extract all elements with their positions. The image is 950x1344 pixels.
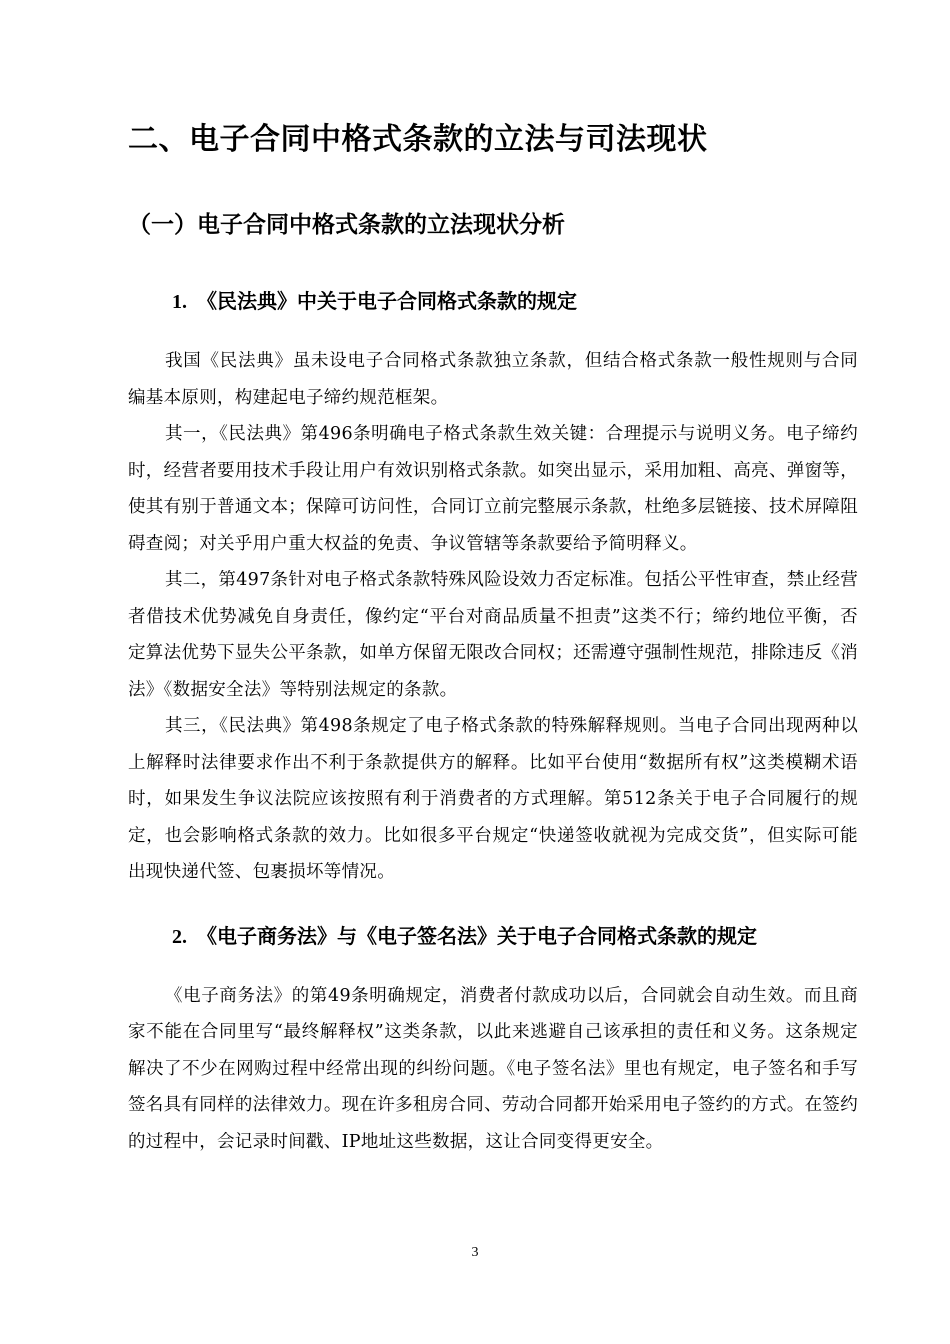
page-number: 3 — [471, 1245, 479, 1260]
chapter-title: 二、电子合同中格式条款的立法与司法现状 — [128, 122, 708, 157]
subsection-title-1: 《民法典》中关于电子合同格式条款的规定 — [197, 289, 577, 313]
paragraph-second-point: 其二，第497条针对电子格式条款特殊风险设效力否定标准。包括公平性审查，禁止经营者借技术优势减免自身责任，像约定“平台对商品质量不担责”这类不行；缔约地位平衡，否定算法优势下显失公平条款，如单方保留无限改合同权；还需遵守强制性规范，排除违反《消法》《数据安全法》等特别法规定的条款。 — [128, 570, 858, 700]
subsection-number-1: 1. — [172, 291, 187, 313]
section-title: （一）电子合同中格式条款的立法现状分析 — [128, 212, 565, 238]
subsection-heading-1 — [172, 286, 858, 317]
paragraph-intro: 我国《民法典》虽未设电子合同格式条款独立条款，但结合格式条款一般性规则与合同编基本原则，构建起电子缔约规范框架。 — [128, 351, 858, 408]
paragraph-ecommerce-law: 《电子商务法》的第49条明确规定，消费者付款成功以后，合同就会自动生效。而且商家不能在合同里写“最终解释权”这类条款，以此来逃避自己该承担的责任和义务。这条规定解决了不少在网购过程中经常出现的纠纷问题。《电子签名法》里也有规定，电子签名和手写签名具有同样的法律效力。现在许多租房合同、劳动合同都开始采用电子签约的方式。在签约的过程中，会记录时间戳、IP地址这些数据，这让合同变得更安全。 — [128, 985, 858, 1152]
paragraph-third-point: 其三，《民法典》第498条规定了电子格式条款的特殊解释规则。当电子合同出现两种以上解释时法律要求作出不利于条款提供方的解释。比如平台使用“数据所有权”这类模糊术语时，如果发生争议法院应该按照有利于消费者的方式理解。第512条关于电子合同履行的规定，也会影响格式条款的效力。比如很多平台规定“快递签收就视为完成交货”，但实际可能出现快递代签、包裹损坏等情况。 — [128, 716, 858, 882]
subsection-title-2: 《电子商务法》与《电子签名法》关于电子合同格式条款的规定 — [197, 923, 757, 948]
page-content — [128, 118, 858, 1160]
paragraph-first-point: 其一，《民法典》第496条明确电子格式条款生效关键：合理提示与说明义务。电子缔约时，经营者要用技术手段让用户有效识别格式条款。如突出显示，采用加粗、高亮、弹窗等，使其有别于普通文本；保障可访问性，合同订立前完整展示条款，杜绝多层链接、技术屏障阻碍查阅；对关乎用户重大权益的免责、争议管辖等条款要给予简明释义。 — [128, 424, 858, 554]
subsection-heading-2 — [172, 921, 858, 952]
subsection-number-2: 2. — [172, 925, 187, 948]
